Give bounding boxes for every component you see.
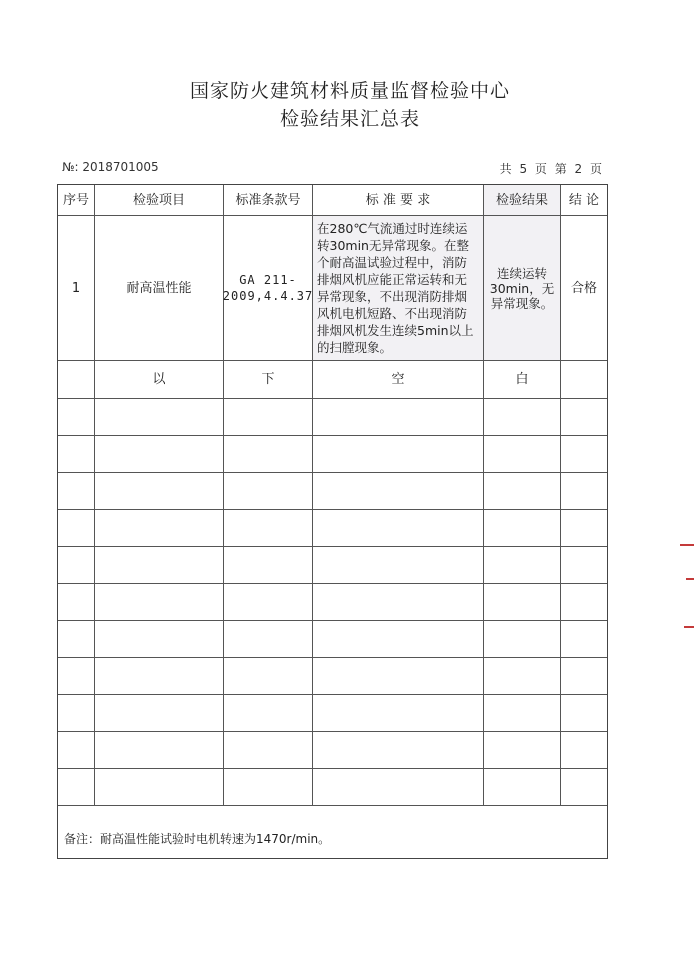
empty-cell [58,769,95,805]
empty-cell [58,361,95,398]
empty-cell [95,584,224,620]
empty-cell [58,658,95,694]
empty-cell [484,510,561,546]
empty-cell [95,769,224,805]
empty-cell [313,732,484,768]
blank-char-4: 白 [484,361,561,398]
doc-title: 检验结果汇总表 [279,108,420,130]
empty-cell [313,769,484,805]
empty-cell [484,732,561,768]
empty-cell [313,399,484,435]
empty-cell [484,621,561,657]
col-header-seq: 序号 [58,185,95,215]
empty-cell [484,399,561,435]
empty-cell [561,732,607,768]
empty-cell [561,399,607,435]
empty-cell [58,732,95,768]
col-header-std: 标准条款号 [224,185,313,215]
empty-cell [561,473,607,509]
empty-cell [484,769,561,805]
stamp-mark [684,626,694,628]
empty-cell [313,584,484,620]
empty-cell [224,510,313,546]
empty-cell [95,621,224,657]
empty-cell [484,547,561,583]
empty-cell [561,547,607,583]
empty-cell [95,695,224,731]
empty-cell [95,399,224,435]
empty-cell [313,695,484,731]
empty-cell [224,695,313,731]
empty-cell [224,658,313,694]
empty-cell [95,547,224,583]
empty-cell [95,436,224,472]
empty-cell [58,584,95,620]
empty-cell [484,658,561,694]
empty-cell [313,547,484,583]
blank-char-3: 空 [313,361,484,398]
empty-cell [58,621,95,657]
empty-table-row [58,510,607,547]
empty-table-row [58,399,607,436]
blank-char-1: 以 [95,361,224,398]
stamp-mark [680,544,694,546]
empty-cell [561,584,607,620]
table-row [58,216,607,361]
empty-cell [484,584,561,620]
org-title: 国家防火建筑材料质量监督检验中心 [189,80,510,102]
empty-table-row [58,621,607,658]
col-header-result: 检验结果 [484,185,561,215]
empty-cell [484,473,561,509]
row-item: 耐高温性能 [95,216,224,360]
empty-table-row [58,473,607,510]
remark: 备注：耐高温性能试验时电机转速为1470r/min。 [64,832,331,846]
empty-cell [561,621,607,657]
empty-cell [58,473,95,509]
empty-cell [95,473,224,509]
empty-cell [561,361,607,398]
empty-cell [224,399,313,435]
stamp-mark [686,578,694,580]
empty-cell [95,732,224,768]
empty-cell [561,658,607,694]
empty-cell [224,732,313,768]
empty-cell [484,695,561,731]
empty-cell [58,695,95,731]
row-seq: 1 [58,216,95,360]
empty-cell [313,621,484,657]
blank-marker-row [58,361,607,399]
empty-cell [58,436,95,472]
col-header-conclusion: 结 论 [568,192,600,208]
empty-cell [561,695,607,731]
empty-cell [484,436,561,472]
col-header-req: 标 准 要 求 [313,185,484,215]
empty-cell [58,547,95,583]
report-number: №: 2018701005 [62,160,159,174]
empty-cell [224,473,313,509]
col-header-item: 检验项目 [95,185,224,215]
empty-table-row [58,658,607,695]
results-table [57,184,608,859]
empty-cell [224,769,313,805]
empty-cell [224,621,313,657]
page-info: 共 5 页 第 2 页 [499,162,604,176]
empty-cell [58,399,95,435]
row-std-clause: GA 211-2009,4.4.37 [224,216,313,360]
row-result: 连续运转30min，无异常现象。 [484,216,561,360]
empty-cell [58,510,95,546]
empty-cell [561,769,607,805]
empty-cell [313,510,484,546]
row-requirement: 在280℃气流通过时连续运转30min无异常现象。在整个耐高温试验过程中，消防排烟风机应能正常运转和无异常现象，不出现消防排烟风机电机短路、不出现消防排烟风机发生连续5min以上的扫膛现象。 [313,216,484,360]
empty-table-row [58,436,607,473]
empty-cell [224,436,313,472]
empty-cell [95,510,224,546]
empty-cell [313,473,484,509]
empty-cell [561,436,607,472]
empty-table-row [58,732,607,769]
empty-cell [224,547,313,583]
empty-table-row [58,547,607,584]
empty-table-row [58,584,607,621]
row-conclusion: 合格 [570,280,597,296]
blank-char-2: 下 [224,361,313,398]
table-header-row [58,185,607,216]
empty-cell [224,584,313,620]
empty-table-row [58,769,607,806]
empty-cell [561,510,607,546]
empty-cell [313,658,484,694]
empty-cell [313,436,484,472]
empty-table-row [58,695,607,732]
empty-cell [95,658,224,694]
